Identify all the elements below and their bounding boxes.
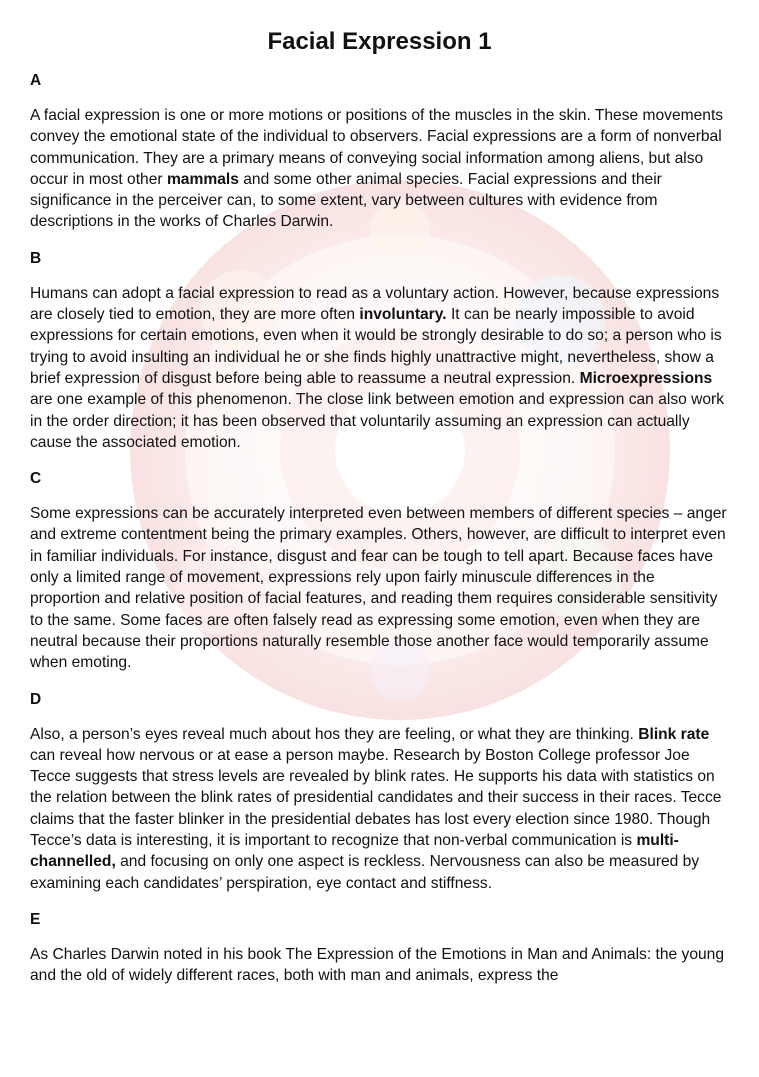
section-e-letter: E (30, 910, 41, 928)
text-run: can reveal how nervous or at ease a person maybe. Research by Boston College professor Joe Tecce suggests that stress levels are revealed by blink rates. He supports his data with statistics on the relation between the blink rates of presidential candidates and their success in their races. Tecce claims that the faster blinker in the presidential debates has lost every election since 1980. Though Tecce’s data is interesting, it is important to recognize that non-verbal communication is (30, 746, 722, 850)
text-run: are one example of this phenomenon. The close link between emotion and expression can also work in the order direction; it has been observed that voluntarily assuming an expression can actually cause the associated emotion. (30, 391, 725, 451)
bold-term-multi-channelled: multi-channelled, (30, 832, 679, 871)
section-c-letter: C (30, 470, 42, 488)
text-run: Humans can adopt a facial expression to read as a voluntary action. However, because expressions are closely tied to emotion, they are more often (30, 284, 720, 324)
text-run: Also, a person’s eyes reveal much about hos they are feeling, or what they are thinking. (30, 725, 639, 743)
document-title: Facial Expression 1 (267, 28, 492, 55)
bold-term-microexpressions: Microexpressions (579, 369, 713, 387)
text-run: It can be nearly impossible to avoid expressions for certain emotions, even when it would be strongly desirable to do so; a person who is trying to avoid insulting an individual he or she finds highly unattractive might, nevertheless, show a brief expression of disgust before being able to reassume a neutral expression. (30, 306, 722, 387)
section-e-paragraph (30, 944, 729, 987)
bold-term-involuntary: involuntary. (359, 306, 447, 324)
text-run: A facial expression is one or more motions or positions of the muscles in the skin. These movements convey the emotional state of the individual to observers. Facial expressions are a form of nonverbal communication. They are a primary means of conveying social information among aliens, but also occur in most other (30, 107, 724, 188)
text-run: As Charles Darwin noted in his book The Expression of the Emotions in Man and Animals: the young and the old of widely different races, both with man and animals, express the (30, 945, 725, 985)
section-c-paragraph (30, 503, 729, 673)
text-run: Some expressions can be accurately interpreted even between members of different species – anger and extreme contentment being the primary examples. Others, however, are difficult to interpret even in familiar individuals. For instance, disgust and fear can be tough to tell apart. Because faces have only a limited range of movement, expressions rely upon fairly minuscule differences in the proportion and relative position of facial features, and reading them requires considerable sensitivity to the same. Some faces are often falsely read as expressing some emotion, even when they are neutral because their proportions naturally resemble those another face would temporarily assume when emoting. (30, 505, 727, 672)
section-b-letter: B (30, 249, 42, 267)
bold-term-blink-rate: Blink rate (638, 725, 710, 743)
text-run: and some other animal species. Facial expressions and their significance in the perceiver can, to some extent, vary between cultures with evidence from descriptions in the works of Charles Darwin. (30, 170, 662, 231)
bold-term-mammals: mammals (166, 170, 239, 188)
section-d-paragraph (30, 724, 729, 894)
section-d-letter: D (30, 690, 42, 708)
section-a-paragraph (30, 105, 729, 233)
text-run: and focusing on only one aspect is reckless. Nervousness can also be measured by examining each candidates’ perspiration, eye contact and stiffness. (30, 853, 700, 892)
section-a-letter: A (30, 72, 42, 89)
section-b-paragraph (30, 283, 729, 453)
